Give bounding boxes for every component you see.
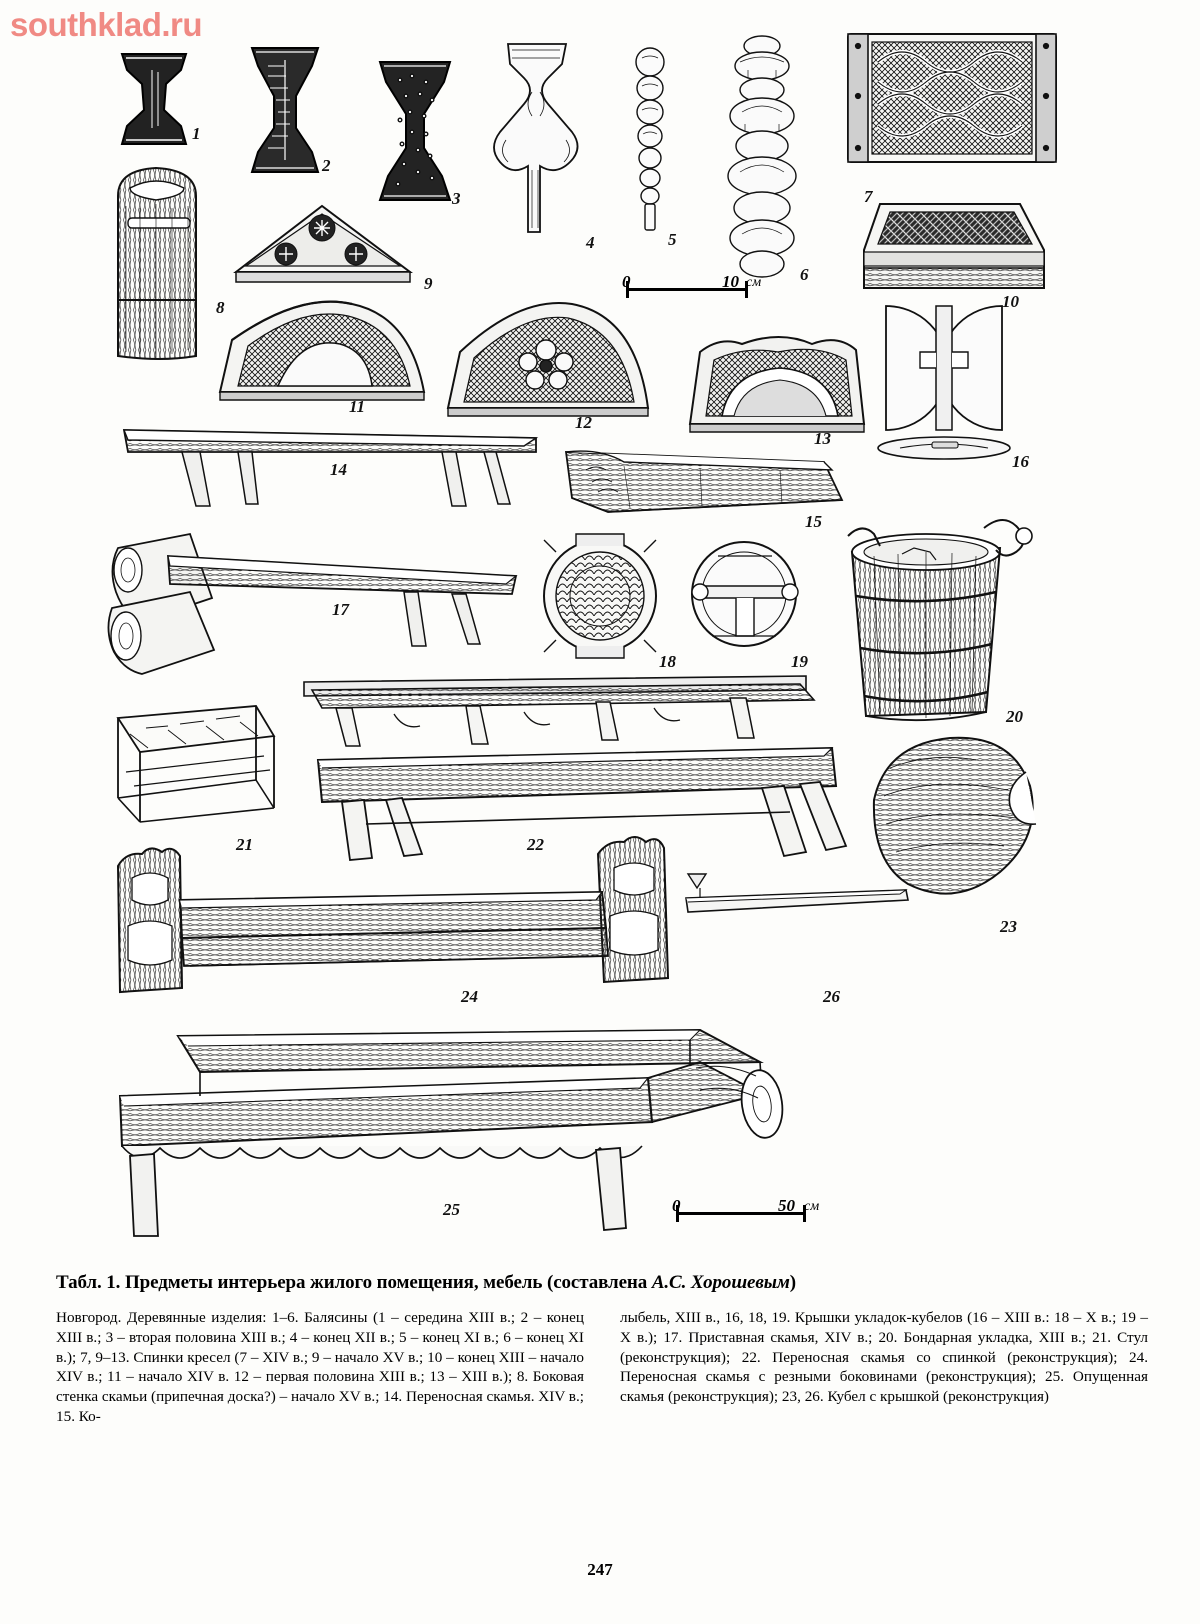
scale-bar-small-unit: см [746, 275, 762, 290]
fig-6-baluster [728, 36, 796, 277]
caption-columns [56, 1308, 1148, 1427]
figure-number-24: 24 [461, 987, 478, 1006]
fig-24-bench-carved [118, 837, 668, 992]
figure-number-16: 16 [1012, 452, 1029, 471]
figure-number-6: 6 [800, 265, 809, 284]
scale-bar-large-label-left: 0 [672, 1196, 681, 1215]
figure-number-4: 4 [586, 233, 595, 252]
scale-bar-large-unit: см [804, 1199, 820, 1214]
figure-number-5: 5 [668, 230, 677, 249]
fig-7-chair-back [848, 34, 1056, 162]
fig-1-baluster [122, 54, 186, 144]
figure-number-22: 22 [527, 835, 544, 854]
figure-number-19: 19 [791, 652, 808, 671]
table-label: Табл. 1. [56, 1272, 121, 1293]
table-title-main: Предметы интерьера жилого помещения, мебель (составлена [125, 1272, 652, 1293]
fig-12-chair-back [448, 303, 648, 416]
figure-number-11: 11 [349, 397, 366, 416]
caption-column-left: Новгород. Деревянные изделия: 1–6. Балясины (1 – середина XIII в.; 2 – конец XIII в.; 3 – вторая половина XIII в.; 4 – конец XII в.; 5 – конец XI в.; 6 – конец XI в.); 7, 9–13. Спинки кресел (7 – XIV в.; 9 – начало XV в.; 10 – конец XIII – начало XIV в.; 11 – начало XIV в. 12 – первая половина XIII в.; 13 – XIII в.); 8. Боковая стенка скамьи (припечная доска?) – начало XV в.; 14. Переносная скамья. XIV в.; 15. Ко- [56, 1309, 584, 1425]
figure-number-25: 25 [443, 1200, 460, 1219]
figure-number-26: 26 [823, 987, 840, 1006]
figure-number-2: 2 [322, 156, 331, 175]
figure-number-13: 13 [814, 429, 831, 448]
scale-bar-small-label-right: 10 [722, 272, 739, 291]
fig-9-chair-back [236, 206, 410, 282]
figure-number-8: 8 [216, 298, 225, 317]
fig-10-chair-back [864, 204, 1044, 288]
figure-number-9: 9 [424, 274, 433, 293]
fig-3-baluster [380, 62, 450, 200]
caption-column-right: лыбель, XIII в., 16, 18, 19. Крышки укладок-кубелов (16 – XIII в.: 18 – X в.; 19 – X в.); 17. Приставная скамья, XIV в.; 20. Бондарная укладка, XIII в.; 21. Стул (реконструкция); 22. Переносная скамья со спинкой (реконструкция); 24. Переносная скамья с резными боковинами (реконструкция); 25. Опущенная скамья (реконструкция); 23, 26. Кубел с крышкой (реконструкция) [620, 1309, 1148, 1405]
fig-17-side-bench [108, 534, 516, 674]
fig-21-stool [118, 706, 274, 822]
figure-number-7: 7 [864, 187, 873, 206]
figure-number-1: 1 [192, 124, 201, 143]
figure-number-17: 17 [332, 600, 349, 619]
fig-11-chair-back [220, 302, 424, 400]
fig-4-baluster [494, 44, 578, 232]
fig-22-bench-with-back [304, 676, 846, 860]
table-title-author: А.С. Хорошевым [651, 1272, 790, 1293]
fig-2-baluster [252, 48, 318, 172]
figure-number-14: 14 [330, 460, 347, 479]
fig-15-cradle [566, 451, 842, 512]
fig-16-lid [878, 306, 1010, 459]
figure-number-15: 15 [805, 512, 822, 531]
fig-8-bench-side-panel [118, 168, 196, 359]
figure-number-23: 23 [1000, 917, 1017, 936]
fig-20-tub [848, 520, 1032, 720]
figure-number-18: 18 [659, 652, 676, 671]
scale-bar-large [672, 1196, 826, 1230]
figure-number-21: 21 [236, 835, 253, 854]
fig-5-baluster [636, 48, 664, 230]
scale-bar-small-label-left: 0 [622, 272, 631, 291]
page-number: 247 [587, 1560, 613, 1579]
figure-number-3: 3 [452, 189, 461, 208]
fig-23-lid-fragment [874, 738, 1036, 894]
figure-number-12: 12 [575, 413, 592, 432]
table-caption-title [56, 1272, 1146, 1294]
figure-number-10: 10 [1002, 292, 1019, 311]
watermark-southklad: southklad.ru [10, 6, 203, 43]
fig-13-chair-back [690, 337, 864, 432]
fig-18-lid [544, 534, 656, 658]
table-title-tail: ) [789, 1272, 796, 1293]
fig-26-plank [686, 874, 908, 912]
scale-bar-large-label-right: 50 [778, 1196, 795, 1215]
fig-19-lid [692, 542, 798, 646]
scale-bar-small [622, 272, 762, 306]
figure-number-20: 20 [1006, 707, 1023, 726]
